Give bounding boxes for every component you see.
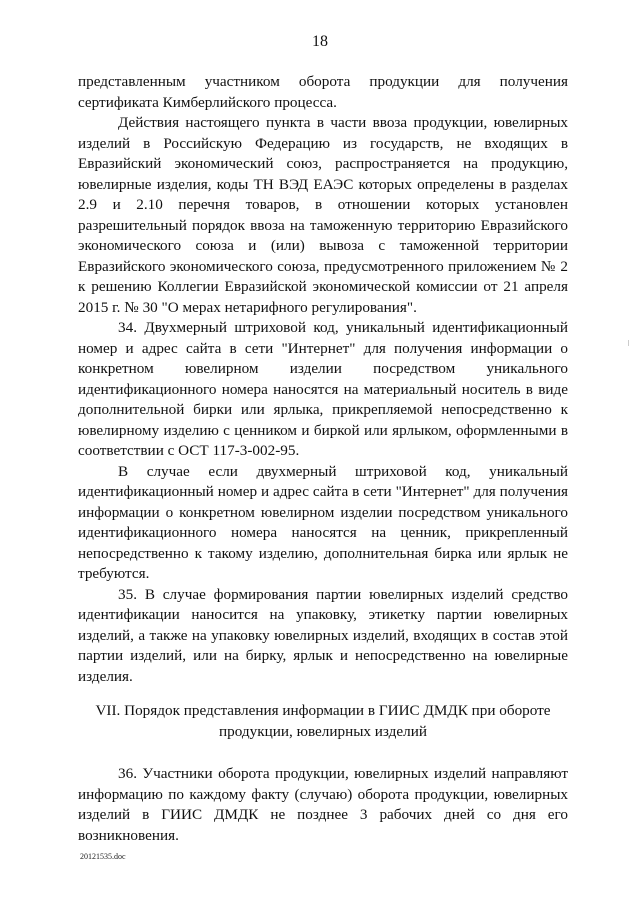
paragraph-34: 34. Двухмерный штриховой код, уникальный идентификационный номер и адрес сайта в сети "Интернет" для получения информации о конкретном ювелирном изделии посредством уникального идентификационного номера наносятся на материальный носитель в виде дополнительной бирки или ярлыка, прикрепляемой непосредственно к ювелирному изделию с ценником и биркой или ярлыком, оформленными в соответствии с ОСТ 117-3-002-95. — [78, 319, 568, 459]
paragraph-import-scope: Действия настоящего пункта в части ввоза продукции, ювелирных изделий в Российскую Федерацию из государств, не входящих в Евразийский экономический союз, распространяется на продукцию, ювелирные изделия, коды ТН ВЭД ЕАЭС которых определены в разделах 2.9 и 2.10 перечня товаров, в отношении которых установлен разрешительный порядок ввоза на таможенную территорию Евразийского экономического союза и (или) вывоза с таможенной территории Евразийского экономического союза, предусмотренного приложением № 2 к решению Коллегии Евразийской экономической комиссии от 21 апреля 2015 г. № 30 "О мерах нетарифного регулирования". — [78, 114, 568, 316]
section-spacer — [78, 742, 568, 764]
paragraph-36: 36. Участники оборота продукции, ювелирных изделий направляют информацию по каждому факту (случаю) оборота продукции, ювелирных изделий в ГИИС ДМДК не позднее 3 рабочих дней со дня его возникновения. — [78, 765, 568, 844]
section-heading — [78, 701, 568, 742]
page-number: 18 — [312, 33, 328, 50]
paragraph-35: 35. В случае формирования партии ювелирных изделий средство идентификации наносится на упаковку, этикетку партии ювелирных изделий, а также на упаковку ювелирных изделий, входящих в состав этой партии изделий, или на бирку, ярлык и непосредственно на ювелирные изделия. — [78, 585, 568, 685]
section-heading-line-2: продукции, ювелирных изделий — [219, 722, 427, 740]
margin-mark — [628, 340, 629, 346]
paragraph-34-price-tag-case: В случае если двухмерный штриховой код, уникальный идентификационный номер и адрес сайта в сети "Интернет" для получения информации о конкретном ювелирном изделии посредством уникального идентификационного номера наносятся на ценник, прикрепленный непосредственно к такому изделию, дополнительная бирка или ярлык не требуются. — [78, 462, 568, 582]
section-heading-line-1: VII. Порядок представления информации в ГИИС ДМДК при обороте — [95, 702, 551, 719]
paragraph-continuation: представленным участником оборота продукции для получения сертификата Кимберлийского процесса. — [78, 73, 568, 111]
footer-filename: 20121535.doc — [80, 852, 126, 861]
document-body — [78, 72, 568, 846]
